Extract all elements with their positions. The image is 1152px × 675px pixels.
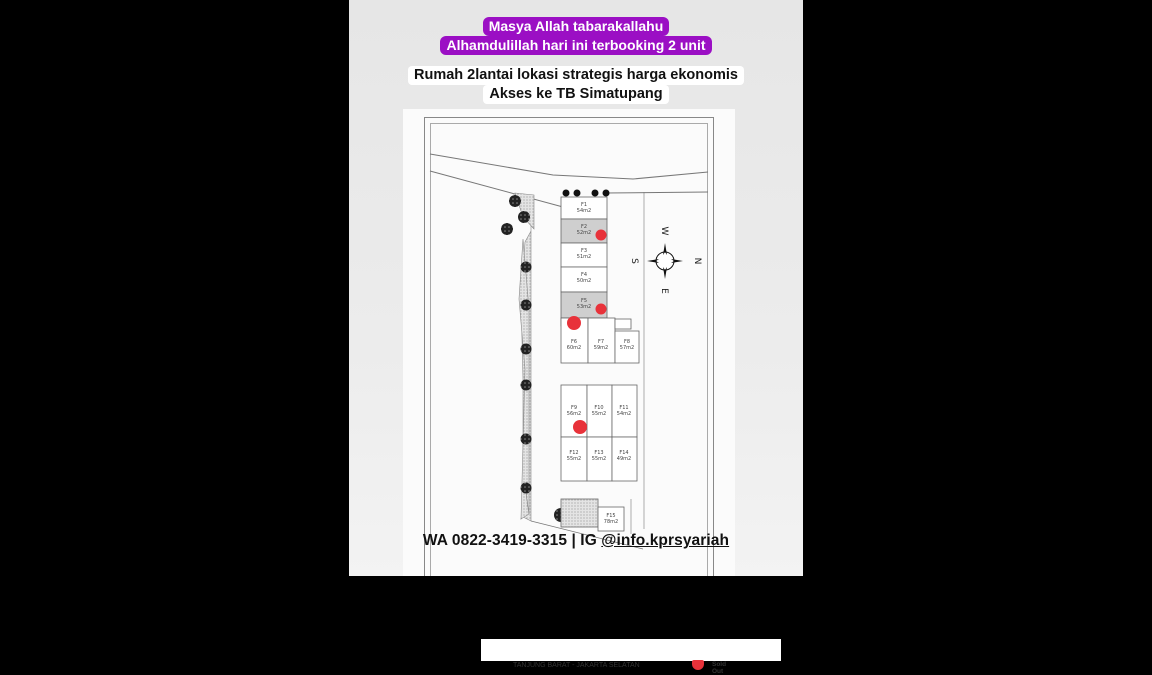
svg-text:F11: F11	[619, 405, 629, 411]
compass-s: S	[629, 258, 639, 264]
sold-out-legend-label: Sold Out	[712, 661, 727, 675]
svg-text:55m2: 55m2	[591, 456, 607, 462]
svg-text:51m2: 51m2	[576, 254, 592, 260]
svg-text:F10: F10	[594, 405, 604, 411]
contact-background	[481, 639, 781, 661]
svg-text:56m2: 56m2	[566, 411, 582, 417]
svg-text:F8: F8	[623, 339, 631, 345]
headline-line-1: Masya Allah tabarakallahu	[349, 17, 803, 36]
svg-text:55m2: 55m2	[591, 411, 607, 417]
svg-text:60m2: 60m2	[566, 345, 582, 351]
story-panel	[349, 0, 803, 675]
svg-text:54m2: 54m2	[616, 411, 632, 417]
svg-text:54m2: 54m2	[576, 208, 592, 214]
svg-text:F2: F2	[580, 224, 588, 230]
contact-line	[349, 532, 803, 550]
svg-text:F6: F6	[570, 339, 578, 345]
svg-text:F1: F1	[580, 202, 588, 208]
svg-text:57m2: 57m2	[619, 345, 635, 351]
svg-text:53m2: 53m2	[576, 304, 592, 310]
svg-text:F13: F13	[594, 450, 604, 456]
site-plan-drawing	[403, 109, 735, 576]
svg-text:F9: F9	[570, 405, 578, 411]
svg-text:78m2: 78m2	[603, 519, 619, 525]
whatsapp-contact: WA 0822-3419-3315 | IG	[422, 532, 602, 549]
svg-text:F12: F12	[569, 450, 579, 456]
svg-text:52m2: 52m2	[576, 230, 592, 236]
svg-text:49m2: 49m2	[616, 456, 632, 462]
svg-text:55m2: 55m2	[566, 456, 582, 462]
svg-text:F4: F4	[580, 272, 588, 278]
svg-text:50m2: 50m2	[576, 278, 592, 284]
compass-w: W	[659, 226, 669, 236]
headline-line-2: Alhamdulillah hari ini terbooking 2 unit	[349, 36, 803, 55]
site-plan-sheet	[403, 109, 735, 675]
svg-text:F7: F7	[597, 339, 605, 345]
subheadline-line-2: Akses ke TB Simatupang	[349, 85, 803, 104]
svg-text:F5: F5	[580, 298, 588, 304]
instagram-handle[interactable]: @info.kprsyariah	[601, 532, 730, 549]
svg-text:F15: F15	[606, 513, 616, 519]
location-label: TANJUNG BARAT - JAKARTA SELATAN	[513, 662, 640, 669]
svg-text:F3: F3	[580, 248, 588, 254]
svg-text:F14: F14	[619, 450, 629, 456]
compass-e: E	[659, 288, 669, 294]
sold-out-legend-icon	[692, 660, 704, 670]
subheadline-line-1: Rumah 2lantai lokasi strategis harga ekonomis	[349, 66, 803, 85]
svg-text:59m2: 59m2	[593, 345, 609, 351]
compass-n: N	[692, 257, 702, 265]
